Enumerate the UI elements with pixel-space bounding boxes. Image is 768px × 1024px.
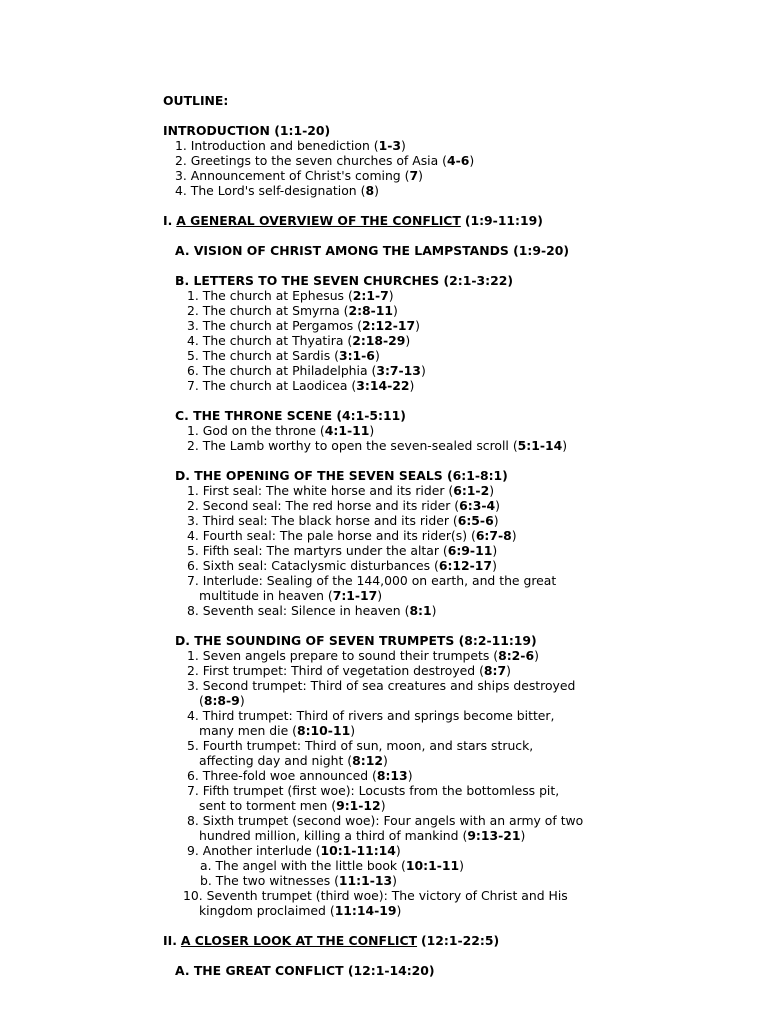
list-item: [163, 603, 723, 618]
section-list: [163, 483, 723, 618]
part-range: (12:1-22:5): [421, 933, 500, 948]
item-reference: 2:8-11: [348, 303, 394, 318]
item-text: God on the throne (: [202, 423, 325, 438]
section-title: C. THE THRONE SCENE (4:1-5:11): [175, 408, 406, 423]
item-text: many men die (: [199, 723, 297, 738]
item-reference: 8:13: [376, 768, 408, 783]
item-text: First seal: The white horse and its rider (: [202, 483, 454, 498]
item-text: ): [393, 303, 398, 318]
item-text: ): [511, 528, 517, 543]
list-item: [163, 438, 723, 453]
item-text: Seven angels prepare to sound their trumpets (: [202, 648, 499, 663]
list-item: [163, 678, 723, 693]
item-text: Fourth seal: The pale horse and its rider(s) (: [202, 528, 476, 543]
item-reference: 7: [409, 168, 419, 183]
item-number: 4.: [187, 528, 203, 543]
item-text: ): [492, 558, 497, 573]
item-number: 2.: [187, 663, 203, 678]
list-item: [163, 558, 723, 573]
item-reference: 2:18-29: [352, 333, 406, 348]
item-text: The Lord's self-designation (: [190, 183, 366, 198]
item-text: Second seal: The red horse and its rider (: [202, 498, 460, 513]
item-text: Three-fold woe announced (: [202, 768, 377, 783]
item-reference: 8:7: [483, 663, 507, 678]
list-item: [163, 363, 723, 378]
list-item-continuation: [163, 753, 723, 768]
item-number: 1.: [187, 648, 203, 663]
item-text: The church at Laodicea (: [202, 378, 357, 393]
item-text: Another interlude (: [202, 843, 321, 858]
list-item: [163, 543, 723, 558]
item-number: 4.: [175, 183, 191, 198]
item-text: ): [392, 873, 397, 888]
item-number: 8.: [187, 813, 203, 828]
part-heading: [163, 213, 723, 228]
item-number: 2.: [187, 498, 203, 513]
introduction-list: [163, 138, 723, 198]
list-item: [163, 513, 723, 528]
item-number: 6.: [187, 363, 203, 378]
section-title: B. LETTERS TO THE SEVEN CHURCHES (2:1-3:22): [175, 273, 513, 288]
item-text: ): [495, 498, 500, 513]
item-reference: 6:9-11: [447, 543, 493, 558]
item-text: The angel with the little book (: [215, 858, 406, 873]
item-number: 3.: [187, 318, 203, 333]
item-reference: 3:14-22: [356, 378, 410, 393]
item-text: Seventh trumpet (third woe): The victory of Christ and His: [206, 888, 568, 903]
list-item-continuation: [163, 588, 723, 603]
item-text: Seventh seal: Silence in heaven (: [202, 603, 410, 618]
item-text: ): [407, 768, 413, 783]
item-text: Sixth trumpet (second woe): Four angels with an army of two: [202, 813, 584, 828]
item-number: 7.: [187, 783, 203, 798]
item-number: 4.: [187, 708, 203, 723]
introduction-title: INTRODUCTION (1:1-20): [163, 123, 331, 138]
item-number: 2.: [187, 303, 203, 318]
list-item: [163, 498, 723, 513]
list-item: [163, 333, 723, 348]
list-item: [163, 153, 723, 168]
item-text: ): [420, 363, 426, 378]
item-text: ): [459, 858, 464, 873]
item-text: ): [369, 423, 375, 438]
item-number: 1.: [187, 288, 203, 303]
item-text: ): [400, 138, 406, 153]
list-item: [163, 573, 723, 588]
section-list: [163, 288, 723, 393]
section-list: [163, 423, 723, 453]
list-item: [163, 873, 723, 888]
item-text: ): [534, 648, 539, 663]
item-text: ): [388, 288, 394, 303]
list-item: [163, 303, 723, 318]
list-item: [163, 843, 723, 858]
list-item: [163, 168, 723, 183]
list-item: [163, 648, 723, 663]
item-reference: 8:8-9: [203, 693, 240, 708]
item-text: kingdom proclaimed (: [199, 903, 335, 918]
item-text: ): [520, 828, 526, 843]
item-reference: 3:1-6: [338, 348, 375, 363]
part-heading: [163, 933, 723, 948]
item-text: Third trumpet: Third of rivers and springs become bitter,: [202, 708, 555, 723]
item-number: b.: [200, 873, 216, 888]
item-number: 9.: [187, 843, 203, 858]
section-title: A. VISION OF CHRIST AMONG THE LAMPSTANDS (1:9-20): [175, 243, 570, 258]
item-text: ): [377, 588, 383, 603]
item-text: ): [380, 798, 386, 813]
item-text: ): [489, 483, 495, 498]
item-text: Interlude: Sealing of the 144,000 on earth, and the great: [202, 573, 557, 588]
list-item: [163, 378, 723, 393]
item-reference: 3:7-13: [376, 363, 421, 378]
item-reference: 6:7-8: [475, 528, 512, 543]
spacer: [163, 258, 723, 273]
item-reference: 8:2-6: [498, 648, 535, 663]
list-item: [163, 858, 723, 873]
list-item: [163, 318, 723, 333]
item-text: hundred million, killing a third of mankind (: [199, 828, 468, 843]
item-reference: 1-3: [378, 138, 401, 153]
item-reference: 9:13-21: [467, 828, 521, 843]
item-text: The two witnesses (: [215, 873, 339, 888]
item-number: a.: [200, 858, 216, 873]
list-item: [163, 783, 723, 798]
item-text: Fifth trumpet (first woe): Locusts from the bottomless pit,: [202, 783, 560, 798]
list-item-continuation: [163, 723, 723, 738]
item-number: 1.: [175, 138, 191, 153]
list-item: [163, 738, 723, 753]
item-number: 2.: [187, 438, 203, 453]
list-item: [163, 663, 723, 678]
item-number: 4.: [187, 333, 203, 348]
item-reference: 6:3-4: [459, 498, 496, 513]
item-text: The church at Pergamos (: [202, 318, 362, 333]
part-range: (1:9-11:19): [464, 213, 543, 228]
spacer: [163, 948, 723, 963]
section-title: D. THE OPENING OF THE SEVEN SEALS (6:1-8:1): [175, 468, 508, 483]
list-item: [163, 348, 723, 363]
item-number: 3.: [187, 678, 203, 693]
section-title: D. THE SOUNDING OF SEVEN TRUMPETS (8:2-11:19): [175, 633, 537, 648]
item-text: ): [396, 903, 402, 918]
item-number: 3.: [187, 513, 203, 528]
item-text: The church at Philadelphia (: [202, 363, 377, 378]
item-text: Third seal: The black horse and its rider (: [202, 513, 458, 528]
item-text: Announcement of Christ's coming (: [190, 168, 410, 183]
item-text: ): [418, 168, 423, 183]
spacer: [163, 393, 723, 408]
item-text: ): [492, 543, 498, 558]
item-text: (: [199, 693, 204, 708]
item-reference: 6:12-17: [438, 558, 493, 573]
spacer: [163, 228, 723, 243]
item-reference: 2:12-17: [361, 318, 416, 333]
item-text: ): [409, 378, 415, 393]
item-text: The Lamb worthy to open the seven-sealed scroll (: [202, 438, 518, 453]
list-item: [163, 888, 723, 903]
spacer: [163, 618, 723, 633]
item-number: 5.: [187, 348, 203, 363]
item-text: ): [415, 318, 421, 333]
spacer: [163, 918, 723, 933]
list-item: [163, 183, 723, 198]
item-reference: 11:1-13: [338, 873, 393, 888]
item-text: ): [469, 153, 475, 168]
item-text: ): [395, 843, 401, 858]
item-number: 6.: [187, 768, 203, 783]
item-reference: 8:1: [409, 603, 432, 618]
item-number: 10.: [183, 888, 207, 903]
item-text: The church at Sardis (: [202, 348, 339, 363]
item-text: ): [382, 753, 388, 768]
item-number: 1.: [187, 423, 203, 438]
part-title: A GENERAL OVERVIEW OF THE CONFLICT: [176, 213, 461, 228]
item-reference: 6:1-2: [453, 483, 490, 498]
item-text: affecting day and night (: [199, 753, 353, 768]
item-reference: 10:1-11:14: [320, 843, 396, 858]
list-item: [163, 768, 723, 783]
list-item: [163, 138, 723, 153]
item-number: 5.: [187, 543, 203, 558]
list-item: [163, 483, 723, 498]
list-item: [163, 288, 723, 303]
item-text: ): [405, 333, 411, 348]
item-text: ): [239, 693, 245, 708]
list-item: [163, 708, 723, 723]
item-number: 3.: [175, 168, 191, 183]
item-text: The church at Ephesus (: [202, 288, 353, 303]
item-text: Sixth seal: Cataclysmic disturbances (: [202, 558, 439, 573]
list-item-continuation: [163, 828, 723, 843]
item-reference: 8:12: [352, 753, 383, 768]
item-number: 6.: [187, 558, 203, 573]
item-text: ): [506, 663, 511, 678]
item-text: multitude in heaven (: [199, 588, 333, 603]
item-text: ): [431, 603, 437, 618]
item-reference: 10:1-11: [405, 858, 460, 873]
outline-heading: OUTLINE:: [163, 93, 229, 108]
item-number: 1.: [187, 483, 203, 498]
item-number: 8.: [187, 603, 203, 618]
item-text: Fourth trumpet: Third of sun, moon, and stars struck,: [202, 738, 534, 753]
item-text: Second trumpet: Third of sea creatures and ships destroyed: [202, 678, 576, 693]
item-text: Fifth seal: The martyrs under the altar (: [202, 543, 448, 558]
item-text: The church at Smyrna (: [202, 303, 349, 318]
item-reference: 4-6: [446, 153, 470, 168]
section-title: A. THE GREAT CONFLICT (12:1-14:20): [175, 963, 435, 978]
item-reference: 8:10-11: [296, 723, 351, 738]
part-number: II.: [163, 933, 177, 948]
item-text: sent to torment men (: [199, 798, 337, 813]
spacer: [163, 108, 723, 123]
item-text: ): [374, 183, 379, 198]
item-number: 5.: [187, 738, 203, 753]
item-reference: 9:1-12: [336, 798, 381, 813]
item-text: Greetings to the seven churches of Asia (: [190, 153, 447, 168]
item-number: 7.: [187, 573, 203, 588]
item-reference: 8: [365, 183, 375, 198]
item-text: ): [374, 348, 380, 363]
item-number: 2.: [175, 153, 191, 168]
list-item-continuation: [163, 693, 723, 708]
item-text: ): [350, 723, 356, 738]
spacer: [163, 453, 723, 468]
item-text: First trumpet: Third of vegetation destroyed (: [202, 663, 484, 678]
list-item: [163, 528, 723, 543]
list-item-continuation: [163, 798, 723, 813]
part-title: A CLOSER LOOK AT THE CONFLICT: [180, 933, 418, 948]
item-reference: 4:1-11: [324, 423, 370, 438]
item-number: 7.: [187, 378, 203, 393]
spacer: [163, 198, 723, 213]
part-number: I.: [163, 213, 173, 228]
item-text: The church at Thyatira (: [202, 333, 353, 348]
list-item: [163, 813, 723, 828]
list-item: [163, 423, 723, 438]
item-text: ): [562, 438, 568, 453]
item-reference: 11:14-19: [334, 903, 397, 918]
section-list: [163, 648, 723, 918]
item-reference: 6:5-6: [457, 513, 494, 528]
item-text: ): [493, 513, 499, 528]
outline: [163, 93, 723, 978]
item-reference: 5:1-14: [517, 438, 563, 453]
item-text: Introduction and benediction (: [190, 138, 379, 153]
item-reference: 7:1-17: [332, 588, 378, 603]
list-item-continuation: [163, 903, 723, 918]
item-reference: 2:1-7: [352, 288, 389, 303]
